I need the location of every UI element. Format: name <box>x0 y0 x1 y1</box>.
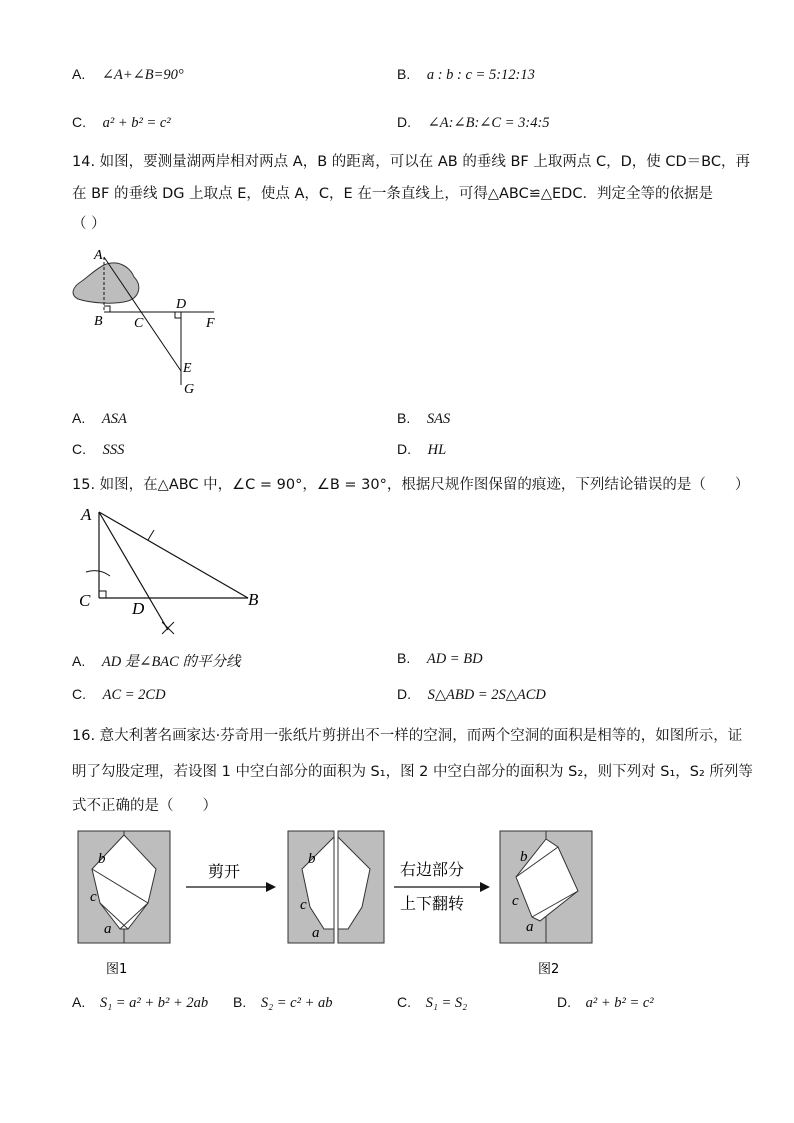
q16-option-a[interactable] <box>72 994 208 1012</box>
label-a: A <box>81 505 92 524</box>
option-text: S₁ = S₂ <box>425 995 468 1011</box>
arrow1-label: 剪开 <box>208 862 241 881</box>
arrow2-label-line1: 右边部分 <box>400 860 465 879</box>
q16-stem-line3: 式不正确的是（ ） <box>72 798 217 814</box>
q13-option-a[interactable] <box>72 66 184 84</box>
option-letter: C. <box>72 441 86 457</box>
option-text: AC = 2CD <box>102 687 166 703</box>
arc-mark-ac <box>86 571 110 576</box>
side-ab <box>99 512 248 598</box>
option-letter: C. <box>72 686 86 702</box>
q14-figure <box>70 245 230 400</box>
option-letter: C. <box>397 994 411 1010</box>
option-text: AD = BD <box>426 651 483 667</box>
lake-shape <box>73 263 139 303</box>
panel3-label-a: a <box>526 919 534 935</box>
option-letter: B. <box>397 410 411 426</box>
panel3-label-c: c <box>512 893 519 909</box>
q13-option-b[interactable] <box>397 66 535 84</box>
option-text: SSS <box>102 442 125 458</box>
q16-figure <box>70 825 630 980</box>
q16-stem-line1: 16. 意大利著名画家达·芬奇用一张纸片剪拼出不一样的空洞，而两个空洞的面积是相等的，如图所示，证 <box>72 728 743 744</box>
label-g: G <box>184 382 195 397</box>
right-angle-d <box>175 312 181 318</box>
option-text: a : b : c = 5:12:13 <box>426 67 535 83</box>
option-letter: D. <box>397 686 411 702</box>
q15-option-d[interactable] <box>397 686 546 704</box>
q15-figure <box>72 500 272 640</box>
label-a: A <box>94 248 103 263</box>
right-angle-b <box>104 306 110 312</box>
q14-stem-line1: 14. 如图，要测量湖两岸相对两点 A，B 的距离，可以在 AB 的垂线 BF 上取两点 C，D，使 CD＝BC，再 <box>72 154 750 170</box>
option-text: S₂ = c² + ab <box>260 995 333 1011</box>
arrow1-head <box>266 882 276 892</box>
q14-option-a[interactable] <box>72 410 127 428</box>
option-text: a² + b² = c² <box>102 115 171 131</box>
panel1-label-a: a <box>104 921 112 937</box>
option-letter: D. <box>397 441 411 457</box>
label-c: C <box>79 591 91 610</box>
q16-option-d[interactable] <box>557 994 654 1012</box>
option-text: ASA <box>101 411 127 427</box>
q15-option-a[interactable] <box>72 650 240 671</box>
right-angle-c <box>99 591 106 598</box>
arc-mark-ab <box>148 530 154 540</box>
caption-figure2: 图2 <box>538 962 560 977</box>
q14-option-b[interactable] <box>397 410 450 428</box>
q15-option-b[interactable] <box>397 650 483 668</box>
q13-option-c[interactable] <box>72 114 171 132</box>
option-letter: A. <box>72 653 86 669</box>
option-text: HL <box>427 442 447 458</box>
q13-option-d[interactable] <box>397 114 550 132</box>
option-letter: B. <box>397 66 411 82</box>
option-letter: B. <box>233 994 247 1010</box>
option-letter: A. <box>72 66 86 82</box>
option-text: SAS <box>426 411 451 427</box>
label-e: E <box>183 361 192 376</box>
arrow2-label-line2: 上下翻转 <box>400 894 465 913</box>
q16-stem-line2: 明了勾股定理，若设图 1 中空白部分的面积为 S₁，图 2 中空白部分的面积为 S₂，则下列对 S₁，S₂ 所列等 <box>72 764 753 780</box>
arrow2-head <box>480 882 490 892</box>
label-c: C <box>134 316 144 331</box>
option-letter: D. <box>397 114 411 130</box>
option-text: ∠A+∠B=90° <box>101 67 184 83</box>
q16-option-c[interactable] <box>397 994 467 1012</box>
option-letter: D. <box>557 994 571 1010</box>
label-b: B <box>94 314 103 329</box>
option-text: AD 是∠BAC 的平分线 <box>101 654 241 670</box>
q15-stem-line1: 15. 如图，在△ABC 中，∠C = 90°，∠B = 30°，根据尺规作图保留的痕迹，下列结论错误的是（ ） <box>72 477 750 493</box>
panel2-label-a: a <box>312 925 320 941</box>
label-d: D <box>176 297 187 312</box>
option-text: S△ABD = 2S△ACD <box>427 687 546 703</box>
q14-stem-line2: 在 BF 的垂线 DG 上取点 E，使点 A，C，E 在一条直线上，可得△ABC≌△EDC．判定全等的依据是 <box>72 186 713 202</box>
line-ae <box>104 257 181 371</box>
panel2-label-c: c <box>300 897 307 913</box>
q14-option-c[interactable] <box>72 441 124 459</box>
q15-option-c[interactable] <box>72 686 166 704</box>
option-letter: B. <box>397 650 411 666</box>
panel1-label-b: b <box>98 851 106 867</box>
label-f: F <box>206 316 215 331</box>
label-b: B <box>248 590 259 609</box>
option-letter: A. <box>72 994 86 1010</box>
panel2-label-b: b <box>308 851 316 867</box>
option-text: S₁ = a² + b² + 2ab <box>99 995 209 1011</box>
option-letter: C. <box>72 114 86 130</box>
q14-option-d[interactable] <box>397 441 446 459</box>
caption-figure1: 图1 <box>106 962 128 977</box>
q14-stem-line3: （ ） <box>72 216 106 232</box>
panel1-label-c: c <box>90 889 97 905</box>
option-text: ∠A:∠B:∠C = 3:4:5 <box>427 115 550 131</box>
option-text: a² + b² = c² <box>585 995 654 1011</box>
label-d: D <box>132 599 145 618</box>
q16-option-b[interactable] <box>233 994 333 1012</box>
panel3-label-b: b <box>520 849 528 865</box>
option-letter: A. <box>72 410 86 426</box>
